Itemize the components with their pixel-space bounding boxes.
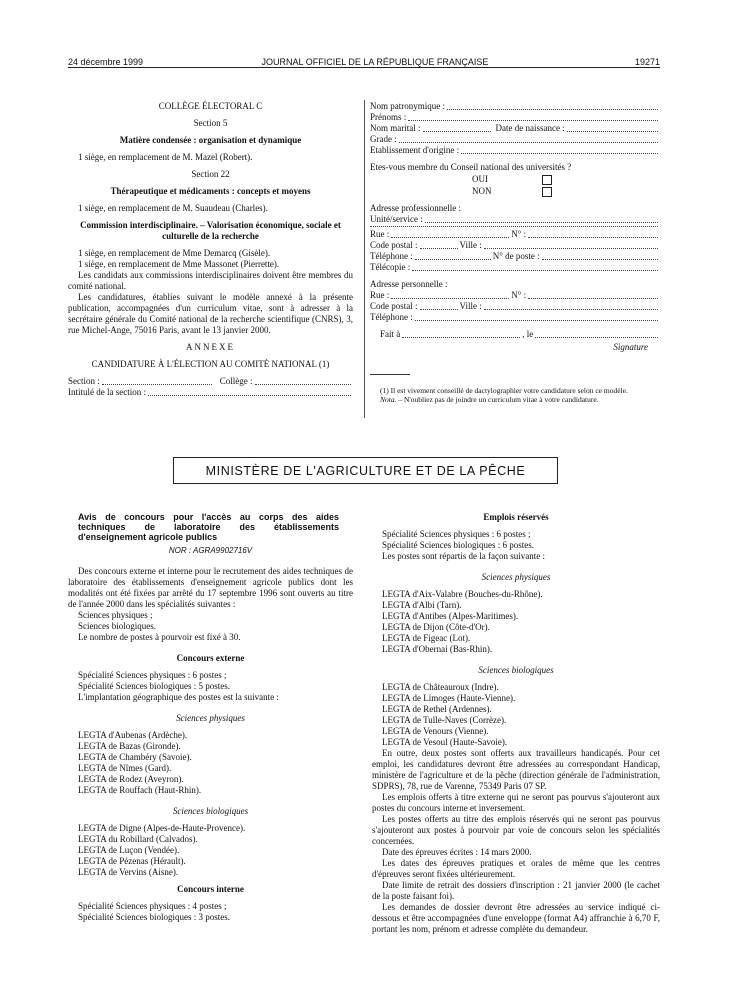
- list-item: LEGTA de Nîmes (Gard).: [78, 763, 172, 773]
- list-item: LEGTA de Pézenas (Hérault).: [78, 856, 186, 866]
- list-item: LEGTA de Chambéry (Savoie).: [78, 752, 192, 762]
- nota-label: Nota.: [380, 395, 397, 404]
- rue-pro-label: Rue :: [370, 229, 390, 239]
- emplois-p7: Les demandes de dossier devront être adressées au service indiqué ci-dessous et être accompagnées d'une enveloppe (format A4) affranchie à 6,70 F, portant les nom, prénom et adresse complète du demandeur.: [372, 902, 660, 934]
- prenoms-label: Prénoms :: [370, 112, 407, 122]
- unite-label: Unité/service :: [370, 214, 423, 224]
- n-perso-field[interactable]: [528, 297, 658, 299]
- header-page: 19271: [634, 57, 660, 67]
- list-item: LEGTA d'Aubenas (Ardèche).: [78, 730, 188, 740]
- grade-field[interactable]: [399, 141, 658, 143]
- candidature-form: [370, 101, 660, 353]
- candidatures-paragraph: Les candidatures, établies suivant le modèle annexé à la présente publication, accompagnées d'un curriculum vitae, sont à adresser à la secrétaire générale du Comité national de la recherche scientifique (CNRS), 3, rue Michel-Ange, 75016 Paris, avant le 13 janvier 2000.: [68, 292, 353, 335]
- le-label: , le: [522, 329, 534, 339]
- list-item: LEGTA de Venours (Vienne).: [382, 726, 489, 736]
- college-field[interactable]: [255, 383, 352, 385]
- annexe-heading: ANNEXE: [186, 342, 235, 352]
- cp-perso-field[interactable]: [420, 308, 458, 310]
- telephone-perso-label: Téléphone :: [370, 312, 413, 322]
- college-title: COLLÈGE ÉLECTORAL C: [158, 101, 263, 111]
- emplois-sp-heading: Sciences physiques: [481, 572, 551, 582]
- telephone-perso-field[interactable]: [415, 319, 658, 321]
- header-journal: JOURNAL OFFICIEL DE LA RÉPUBLIQUE FRANÇAISE: [261, 57, 489, 67]
- intitule-row: [68, 387, 353, 398]
- rue-perso-field[interactable]: [391, 297, 509, 299]
- ext-sp-heading: Sciences physiques: [176, 713, 245, 723]
- signature-label: Signature: [613, 342, 648, 352]
- emplois-repartis: Les postes sont répartis de la façon suivante :: [382, 551, 545, 561]
- list-item: LEGTA de Vervins (Aisne).: [78, 867, 179, 877]
- list-item: LEGTA de Figeac (Lot).: [382, 633, 471, 643]
- int-bio: Spécialité Sciences biologiques : 3 postes.: [78, 912, 230, 922]
- date-field[interactable]: [535, 336, 658, 338]
- list-item: LEGTA de Bazas (Gironde).: [78, 741, 181, 751]
- avis-intro: Des concours externe et interne pour le recrutement des aides techniques de laboratoire des établissements d'enseignement agricole publics dont les modalités ont été fixées par arrêté du 17 septembre 1996 sont ouverts au titre de l'année 2000 dans les spécialités suivantes :: [68, 566, 353, 609]
- n-poste-field[interactable]: [542, 258, 658, 260]
- emplois-p3: Les postes offerts au titre des emplois réservés qui ne seront pas pourvus s'ajouteront aux postes à pourvoir par voie de concours selon les spécialités concernées.: [372, 814, 660, 846]
- intitule-label: Intitulé de la section :: [68, 387, 146, 397]
- intitule-field[interactable]: [148, 394, 351, 396]
- emplois-heading: Emplois réservés: [483, 512, 549, 522]
- adresse-pro-heading: Adresse professionnelle :: [370, 203, 461, 213]
- nom-marital-field[interactable]: [423, 130, 491, 132]
- oui-checkbox[interactable]: [542, 175, 552, 185]
- column-divider: [364, 100, 365, 418]
- nota-text: – N'oubliez pas de joindre un curriculum vitae à votre candidature.: [396, 395, 599, 404]
- avis-spec1: Sciences physiques ;: [78, 610, 153, 620]
- ext-sb-list: [68, 823, 353, 878]
- adresse-perso-heading: Adresse personnelle :: [370, 279, 448, 289]
- list-item: LEGTA de Rethel (Ardennes).: [382, 704, 492, 714]
- date-naissance-label: Date de naissance :: [495, 123, 565, 133]
- emplois-p4: Date des épreuves écrites : 14 mars 2000.: [382, 847, 532, 857]
- list-item: LEGTA de Limoges (Haute-Vienne).: [382, 693, 516, 703]
- emplois-bio: Spécialité Sciences biologiques : 6 postes.: [382, 540, 534, 550]
- siege-massonet: 1 siège, en remplacement de Mme Massonet (Pierrette).: [78, 259, 280, 269]
- unite-field-2[interactable]: [370, 225, 658, 227]
- ville-pro-label: Ville :: [459, 240, 482, 250]
- n-pro-label: N° :: [511, 229, 527, 239]
- avis-nombre: Le nombre de postes à pourvoir est fixé à 30.: [78, 632, 241, 642]
- unite-field[interactable]: [425, 221, 658, 223]
- fait-a-field[interactable]: [402, 336, 520, 338]
- candidats-paragraph: Les candidats aux commissions interdisciplinaires doivent être membres du comité national.: [68, 270, 353, 291]
- commission-heading: Commission interdisciplinaire. – Valorisation économique, sociale et culturelle de la recherche: [80, 220, 341, 241]
- emplois-p1: En outre, deux postes sont offerts aux travailleurs handicapés. Pour cet emploi, les candidatures devront être adressées au correspondant Handicap, ministère de l'agriculture et de la pêche (direction générale de l'administration, SDPRS), 78, rue de Varenne, 75349 Paris 07 SP.: [372, 748, 660, 791]
- footnote-1: (1) Il est vivement conseillé de dactylographier votre candidature selon ce modèle.: [380, 386, 628, 395]
- rue-perso-label: Rue :: [370, 290, 390, 300]
- list-item: LEGTA d'Obernai (Bas-Rhin).: [382, 644, 493, 654]
- ville-perso-label: Ville :: [459, 301, 482, 311]
- section5-heading: Section 5: [193, 118, 228, 128]
- ext-sb-heading: Sciences biologiques: [172, 806, 249, 816]
- grade-label: Grade :: [370, 134, 397, 144]
- list-item: LEGTA du Robillard (Calvados).: [78, 834, 198, 844]
- matiere-heading: Matière condensée : organisation et dynamique: [119, 135, 302, 145]
- cp-pro-label: Code postal :: [370, 240, 418, 250]
- etablissement-field[interactable]: [461, 152, 658, 154]
- nor-reference: NOR : AGRA9902716V: [168, 546, 253, 555]
- cnu-question: Etes-vous membre du Conseil national des universités ?: [370, 162, 572, 172]
- list-item: LEGTA de Vesoul (Haute-Savoie).: [382, 737, 508, 747]
- ext-phys: Spécialité Sciences physiques : 6 postes ;: [78, 670, 227, 680]
- nom-marital-label: Nom marital :: [370, 123, 421, 133]
- header-date: 24 décembre 1999: [68, 57, 144, 67]
- rue-pro-field[interactable]: [391, 236, 509, 238]
- list-item: LEGTA de Rouffach (Haut-Rhin).: [78, 785, 202, 795]
- nom-label: Nom patronymique :: [370, 101, 445, 111]
- externe-heading: Concours externe: [176, 653, 245, 663]
- date-naissance-field[interactable]: [567, 130, 658, 132]
- telecopie-label: Télécopie :: [370, 262, 411, 272]
- list-item: LEGTA de Rodez (Aveyron).: [78, 774, 184, 784]
- non-checkbox[interactable]: [542, 187, 552, 197]
- header-rule: [68, 67, 660, 68]
- telecopie-field[interactable]: [412, 269, 658, 271]
- interne-heading: Concours interne: [177, 884, 244, 894]
- n-poste-label: N° de poste :: [492, 251, 540, 261]
- cp-pro-field[interactable]: [420, 247, 458, 249]
- siege-mazel: 1 siège, en remplacement de M. Mazel (Robert).: [78, 152, 253, 162]
- non-label: NON: [472, 186, 492, 196]
- section-label: Section :: [68, 376, 100, 386]
- list-item: LEGTA d'Aix-Valabre (Bouches-du-Rhône).: [382, 589, 543, 599]
- ville-pro-field[interactable]: [484, 247, 658, 249]
- emplois-column: [372, 512, 660, 935]
- etablissement-label: Etablissement d'origine :: [370, 145, 460, 155]
- list-item: LEGTA d'Albi (Tarn).: [382, 600, 462, 610]
- oui-label: OUI: [472, 174, 488, 184]
- emplois-p6: Date limite de retrait des dossiers d'inscription : 21 janvier 2000 (le cachet de la poste faisant foi).: [372, 880, 660, 901]
- therapeutique-heading: Thérapeutique et médicaments : concepts et moyens: [110, 186, 311, 196]
- n-perso-label: N° :: [511, 290, 527, 300]
- telephone-pro-field[interactable]: [415, 258, 491, 260]
- emplois-p5: Les dates des épreuves pratiques et orales de même que les centres d'épreuves seront fixées ultérieurement.: [372, 858, 660, 879]
- int-phys: Spécialité Sciences physiques : 4 postes ;: [78, 901, 227, 911]
- list-item: LEGTA de Digne (Alpes-de-Haute-Provence).: [78, 823, 246, 833]
- emplois-phys: Spécialité Sciences physiques : 6 postes ;: [382, 529, 531, 539]
- cp-perso-label: Code postal :: [370, 301, 418, 311]
- list-item: LEGTA de Luçon (Vendée).: [78, 845, 180, 855]
- list-item: LEGTA de Châteauroux (Indre).: [382, 682, 499, 692]
- prenoms-field[interactable]: [408, 119, 658, 121]
- ville-perso-field[interactable]: [484, 308, 658, 310]
- avis-column: [68, 512, 353, 923]
- list-item: LEGTA de Dijon (Côte-d'Or).: [382, 622, 490, 632]
- college-label: Collège :: [219, 376, 253, 386]
- list-item: LEGTA de Tulle-Naves (Corrèze).: [382, 715, 507, 725]
- avis-title: Avis de concours pour l'accès au corps des aides techniques de laboratoire des établissements d'enseignement agricole publics: [78, 512, 339, 542]
- ext-bio: Spécialité Sciences biologiques : 5 postes.: [78, 681, 230, 691]
- emplois-sb-heading: Sciences biologiques: [478, 665, 554, 675]
- candidature-title: CANDIDATURE À L'ÉLECTION AU COMITÉ NATIONAL (1): [91, 359, 330, 369]
- nom-field[interactable]: [447, 108, 658, 110]
- top-left-column: [68, 101, 353, 398]
- section22-heading: Section 22: [191, 169, 230, 179]
- ministry-heading: MINISTÈRE DE L'AGRICULTURE ET DE LA PÊCHE: [173, 457, 558, 484]
- ext-sp-list: [68, 730, 353, 796]
- telephone-pro-label: Téléphone :: [370, 251, 413, 261]
- n-pro-field[interactable]: [528, 236, 658, 238]
- list-item: LEGTA d'Antibes (Alpes-Maritimes).: [382, 611, 519, 621]
- emplois-sp-list: [372, 589, 660, 655]
- fait-a-label: Fait à: [380, 329, 401, 339]
- section-college-row: [68, 376, 353, 387]
- emplois-sb-list: [372, 682, 660, 748]
- oui-non-group: [370, 173, 660, 197]
- siege-demarcq: 1 siège, en remplacement de Mme Demarcq (Gisèle).: [78, 248, 271, 258]
- implantation: L'implantation géographique des postes est la suivante :: [78, 692, 279, 702]
- footnotes: [370, 386, 660, 404]
- footnote-rule: [370, 374, 410, 375]
- avis-spec2: Sciences biologiques.: [78, 621, 156, 631]
- emplois-p2: Les emplois offerts à titre externe qui ne seront pas pourvus s'ajouteront aux postes du concours interne et inversement.: [372, 792, 660, 813]
- section-field[interactable]: [102, 383, 212, 385]
- siege-suaudeau: 1 siège, en remplacement de M. Suaudeau (Charles).: [78, 203, 268, 213]
